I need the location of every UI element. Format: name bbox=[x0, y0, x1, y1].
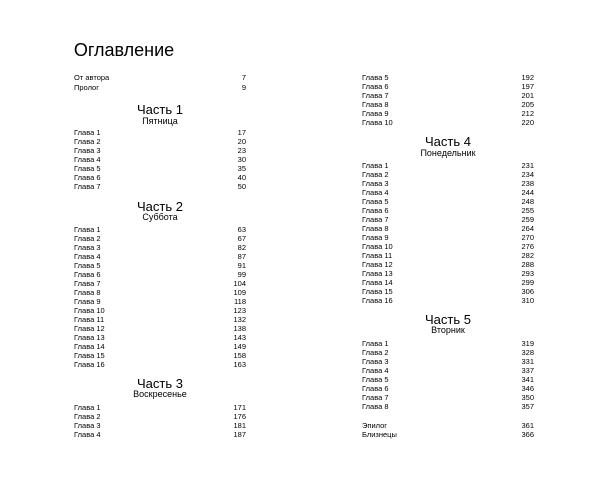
toc-entry-label: Глава 12 bbox=[74, 324, 105, 333]
part-heading: Часть 3 bbox=[137, 376, 183, 391]
toc-entry-page: 35 bbox=[237, 164, 246, 173]
toc-entry bbox=[74, 324, 246, 333]
toc-entry bbox=[74, 412, 246, 421]
toc-entry bbox=[362, 179, 534, 188]
toc-entry-label: Глава 10 bbox=[362, 242, 393, 251]
toc-entry bbox=[74, 164, 246, 173]
part-subtitle: Воскресенье bbox=[133, 389, 187, 399]
toc-entry bbox=[362, 402, 534, 411]
toc-entry-label: Глава 1 bbox=[362, 339, 389, 348]
toc-entry bbox=[362, 91, 534, 100]
toc-entry-label: Глава 7 bbox=[74, 279, 101, 288]
toc-entry-page: 23 bbox=[237, 146, 246, 155]
toc-entry bbox=[74, 342, 246, 351]
toc-entry-label: Глава 6 bbox=[74, 173, 101, 182]
toc-entry-label: Глава 11 bbox=[74, 315, 105, 324]
toc-entry-page: 30 bbox=[237, 155, 246, 164]
toc-entry bbox=[362, 224, 534, 233]
toc-entry bbox=[362, 348, 534, 357]
toc-entry-page: 341 bbox=[521, 375, 534, 384]
toc-entry-page: 276 bbox=[521, 242, 534, 251]
toc-entry-label: Глава 6 bbox=[362, 82, 389, 91]
toc-entry-label: Глава 16 bbox=[362, 296, 393, 305]
toc-entry-page: 310 bbox=[521, 296, 534, 305]
toc-entry-label: Глава 13 bbox=[362, 269, 393, 278]
toc-entry bbox=[362, 170, 534, 179]
toc-entry-label: Глава 2 bbox=[362, 170, 389, 179]
toc-entry-page: 20 bbox=[237, 137, 246, 146]
toc-entry-label: Глава 14 bbox=[74, 342, 105, 351]
toc-entry-page: 132 bbox=[233, 315, 246, 324]
toc-entry-page: 288 bbox=[521, 260, 534, 269]
toc-entry-label: Глава 2 bbox=[74, 137, 101, 146]
toc-entry bbox=[74, 155, 246, 164]
toc-entry bbox=[362, 109, 534, 118]
toc-entry bbox=[74, 234, 246, 243]
toc-entry-page: 9 bbox=[241, 83, 246, 92]
toc-entry-page: 293 bbox=[521, 269, 534, 278]
toc-entry-label: Глава 2 bbox=[362, 348, 389, 357]
toc-entry-page: 350 bbox=[521, 393, 534, 402]
toc-entry-page: 158 bbox=[233, 351, 246, 360]
toc-entry-page: 123 bbox=[233, 306, 246, 315]
toc-entry-label: Глава 1 bbox=[74, 403, 101, 412]
toc-entry bbox=[362, 161, 534, 170]
toc-entry bbox=[74, 128, 246, 137]
toc-entry-page: 248 bbox=[521, 197, 534, 206]
toc-entry bbox=[362, 82, 534, 91]
toc-entry-label: Глава 10 bbox=[74, 306, 105, 315]
toc-entry-page: 82 bbox=[237, 243, 246, 252]
toc-entry-label: Глава 7 bbox=[362, 393, 389, 402]
toc-entry bbox=[74, 403, 246, 412]
toc-entry-label: Глава 16 bbox=[74, 360, 105, 369]
toc-entry-page: 176 bbox=[233, 412, 246, 421]
toc-entry bbox=[74, 173, 246, 182]
toc-entry-label: Глава 3 bbox=[362, 179, 389, 188]
toc-entry-label: Глава 4 bbox=[362, 366, 389, 375]
toc-entry-page: 205 bbox=[521, 100, 534, 109]
toc-entry-label: Глава 13 bbox=[74, 333, 105, 342]
toc-entry bbox=[362, 118, 534, 127]
toc-entry bbox=[74, 315, 246, 324]
toc-entry bbox=[74, 288, 246, 297]
toc-entry-label: Глава 6 bbox=[362, 206, 389, 215]
toc-entry-label: Глава 10 bbox=[362, 118, 393, 127]
toc-entry-label: Глава 14 bbox=[362, 278, 393, 287]
toc-entry-label: Глава 5 bbox=[362, 375, 389, 384]
toc-entry bbox=[74, 73, 246, 82]
toc-entry bbox=[74, 270, 246, 279]
toc-title-text: Оглавление bbox=[73, 40, 175, 60]
toc-entry-label: Глава 9 bbox=[362, 109, 389, 118]
toc-entry-page: 337 bbox=[521, 366, 534, 375]
toc-entry-label: Глава 4 bbox=[74, 430, 101, 439]
toc-entry bbox=[74, 243, 246, 252]
toc-entry-label: Глава 7 bbox=[362, 91, 389, 100]
toc-entry bbox=[74, 306, 246, 315]
toc-entry bbox=[362, 393, 534, 402]
toc-entry bbox=[362, 357, 534, 366]
toc-entry-label: Глава 4 bbox=[74, 252, 101, 261]
toc-entry-label: Глава 5 bbox=[362, 73, 389, 82]
part-subtitle: Пятница bbox=[142, 116, 178, 126]
toc-entry-page: 109 bbox=[233, 288, 246, 297]
toc-entry bbox=[362, 421, 534, 430]
toc-entry-label: Глава 2 bbox=[74, 234, 101, 243]
toc-entry bbox=[74, 360, 246, 369]
toc-entry bbox=[362, 269, 534, 278]
toc-entry-page: 63 bbox=[237, 225, 246, 234]
toc-entry bbox=[362, 366, 534, 375]
toc-entry-page: 40 bbox=[237, 173, 246, 182]
toc-entry-label: Глава 1 bbox=[362, 161, 389, 170]
toc-entry bbox=[74, 430, 246, 439]
toc-entry bbox=[74, 261, 246, 270]
toc-entry-label: Глава 15 bbox=[362, 287, 393, 296]
toc-entry-label: Глава 7 bbox=[362, 215, 389, 224]
part-heading: Часть 2 bbox=[137, 199, 183, 214]
part-subtitle: Вторник bbox=[431, 325, 465, 335]
toc-entry-label: Глава 5 bbox=[74, 261, 101, 270]
toc-entry-page: 244 bbox=[521, 188, 534, 197]
toc-entry bbox=[362, 384, 534, 393]
toc-entry bbox=[74, 297, 246, 306]
toc-entry-page: 187 bbox=[233, 430, 246, 439]
toc-entry-label: Близнецы bbox=[362, 430, 397, 439]
toc-entry-page: 264 bbox=[521, 224, 534, 233]
toc-entry-page: 231 bbox=[521, 161, 534, 170]
toc-entry bbox=[362, 188, 534, 197]
toc-entry bbox=[74, 83, 246, 92]
toc-entry-label: Пролог bbox=[74, 83, 99, 92]
toc-entry-label: Глава 12 bbox=[362, 260, 393, 269]
toc-entry-page: 331 bbox=[521, 357, 534, 366]
toc-entry bbox=[362, 375, 534, 384]
toc-entry-label: Глава 8 bbox=[362, 100, 389, 109]
part-subtitle: Суббота bbox=[142, 212, 178, 222]
toc-entry-label: Глава 3 bbox=[74, 243, 101, 252]
toc-entry-page: 118 bbox=[234, 297, 246, 306]
toc-entry bbox=[74, 146, 246, 155]
toc-entry bbox=[362, 73, 534, 82]
toc-entry-page: 143 bbox=[233, 333, 246, 342]
toc-entry-page: 67 bbox=[237, 234, 246, 243]
toc-entry-page: 212 bbox=[521, 109, 534, 118]
toc-entry-page: 7 bbox=[241, 73, 246, 82]
toc-entry-page: 171 bbox=[233, 403, 246, 412]
toc-entry bbox=[362, 296, 534, 305]
toc-entry bbox=[362, 206, 534, 215]
toc-entry-label: Глава 8 bbox=[74, 288, 101, 297]
toc-entry-page: 270 bbox=[521, 233, 534, 242]
toc-entry-label: Глава 6 bbox=[362, 384, 389, 393]
toc-entry-label: Глава 9 bbox=[362, 233, 389, 242]
toc-entry-page: 255 bbox=[521, 206, 534, 215]
toc-entry-label: Глава 2 bbox=[74, 412, 101, 421]
part-heading: Часть 1 bbox=[137, 102, 183, 117]
toc-entry-page: 220 bbox=[521, 118, 534, 127]
toc-entry bbox=[74, 279, 246, 288]
toc-entry-label: Глава 5 bbox=[74, 164, 101, 173]
toc-entry-page: 306 bbox=[521, 287, 534, 296]
toc-entry bbox=[362, 100, 534, 109]
toc-entry-page: 259 bbox=[521, 215, 534, 224]
toc-entry-label: Глава 5 bbox=[362, 197, 389, 206]
toc-entry-page: 163 bbox=[233, 360, 246, 369]
toc-entry-label: От автора bbox=[74, 73, 110, 82]
toc-entry-label: Глава 9 bbox=[74, 297, 101, 306]
toc-entry-page: 319 bbox=[521, 339, 534, 348]
toc-entry bbox=[74, 252, 246, 261]
part-subtitle: Понедельник bbox=[420, 148, 476, 158]
toc-entry-label: Глава 11 bbox=[362, 251, 393, 260]
toc-entry bbox=[362, 242, 534, 251]
toc-entry bbox=[362, 233, 534, 242]
toc-entry-label: Глава 4 bbox=[362, 188, 389, 197]
toc-entry-label: Глава 8 bbox=[362, 224, 389, 233]
toc-entry-page: 282 bbox=[521, 251, 534, 260]
toc-entry-label: Глава 1 bbox=[74, 225, 101, 234]
toc-entry-label: Глава 3 bbox=[74, 421, 101, 430]
toc-entry bbox=[74, 225, 246, 234]
toc-entry-page: 197 bbox=[521, 82, 534, 91]
toc-entry bbox=[362, 215, 534, 224]
toc-entry-page: 192 bbox=[521, 73, 534, 82]
toc-entry bbox=[74, 137, 246, 146]
toc-entry-label: Эпилог bbox=[362, 421, 388, 430]
toc-entry bbox=[362, 287, 534, 296]
toc-entry-label: Глава 3 bbox=[74, 146, 101, 155]
toc-entry-label: Глава 8 bbox=[362, 402, 389, 411]
toc-entry-page: 238 bbox=[521, 179, 534, 188]
part-heading: Часть 4 bbox=[425, 134, 471, 149]
toc-entry bbox=[362, 278, 534, 287]
toc-entry bbox=[362, 260, 534, 269]
toc-entry bbox=[74, 421, 246, 430]
toc-entry-label: Глава 3 bbox=[362, 357, 389, 366]
toc-entry bbox=[362, 251, 534, 260]
toc-entry-page: 104 bbox=[233, 279, 246, 288]
toc-entry-page: 234 bbox=[521, 170, 534, 179]
toc-entry-page: 50 bbox=[237, 182, 246, 191]
toc-entry-page: 181 bbox=[233, 421, 246, 430]
toc-entry-page: 138 bbox=[233, 324, 246, 333]
toc-entry-page: 299 bbox=[521, 278, 534, 287]
toc-entry-page: 201 bbox=[521, 91, 534, 100]
toc-entry-page: 99 bbox=[237, 270, 246, 279]
toc-entry bbox=[74, 351, 246, 360]
toc-entry-label: Глава 7 bbox=[74, 182, 101, 191]
toc-entry-page: 366 bbox=[521, 430, 534, 439]
toc-entry-label: Глава 6 bbox=[74, 270, 101, 279]
part-heading: Часть 5 bbox=[425, 312, 471, 327]
toc-entry-page: 17 bbox=[237, 128, 246, 137]
toc-entry bbox=[74, 182, 246, 191]
toc-entry-label: Глава 15 bbox=[74, 351, 105, 360]
toc-entry-page: 357 bbox=[521, 402, 534, 411]
toc-entry bbox=[362, 430, 534, 439]
toc-entry-page: 149 bbox=[233, 342, 246, 351]
toc-entry-page: 361 bbox=[521, 421, 534, 430]
toc-entry bbox=[362, 197, 534, 206]
toc-entry bbox=[74, 333, 246, 342]
toc-entry-page: 91 bbox=[237, 261, 246, 270]
toc-entry-page: 346 bbox=[521, 384, 534, 393]
toc-entry-page: 87 bbox=[237, 252, 246, 261]
toc-entry bbox=[362, 339, 534, 348]
toc-entry-page: 328 bbox=[521, 348, 534, 357]
toc-entry-label: Глава 4 bbox=[74, 155, 101, 164]
toc-entry-label: Глава 1 bbox=[74, 128, 101, 137]
